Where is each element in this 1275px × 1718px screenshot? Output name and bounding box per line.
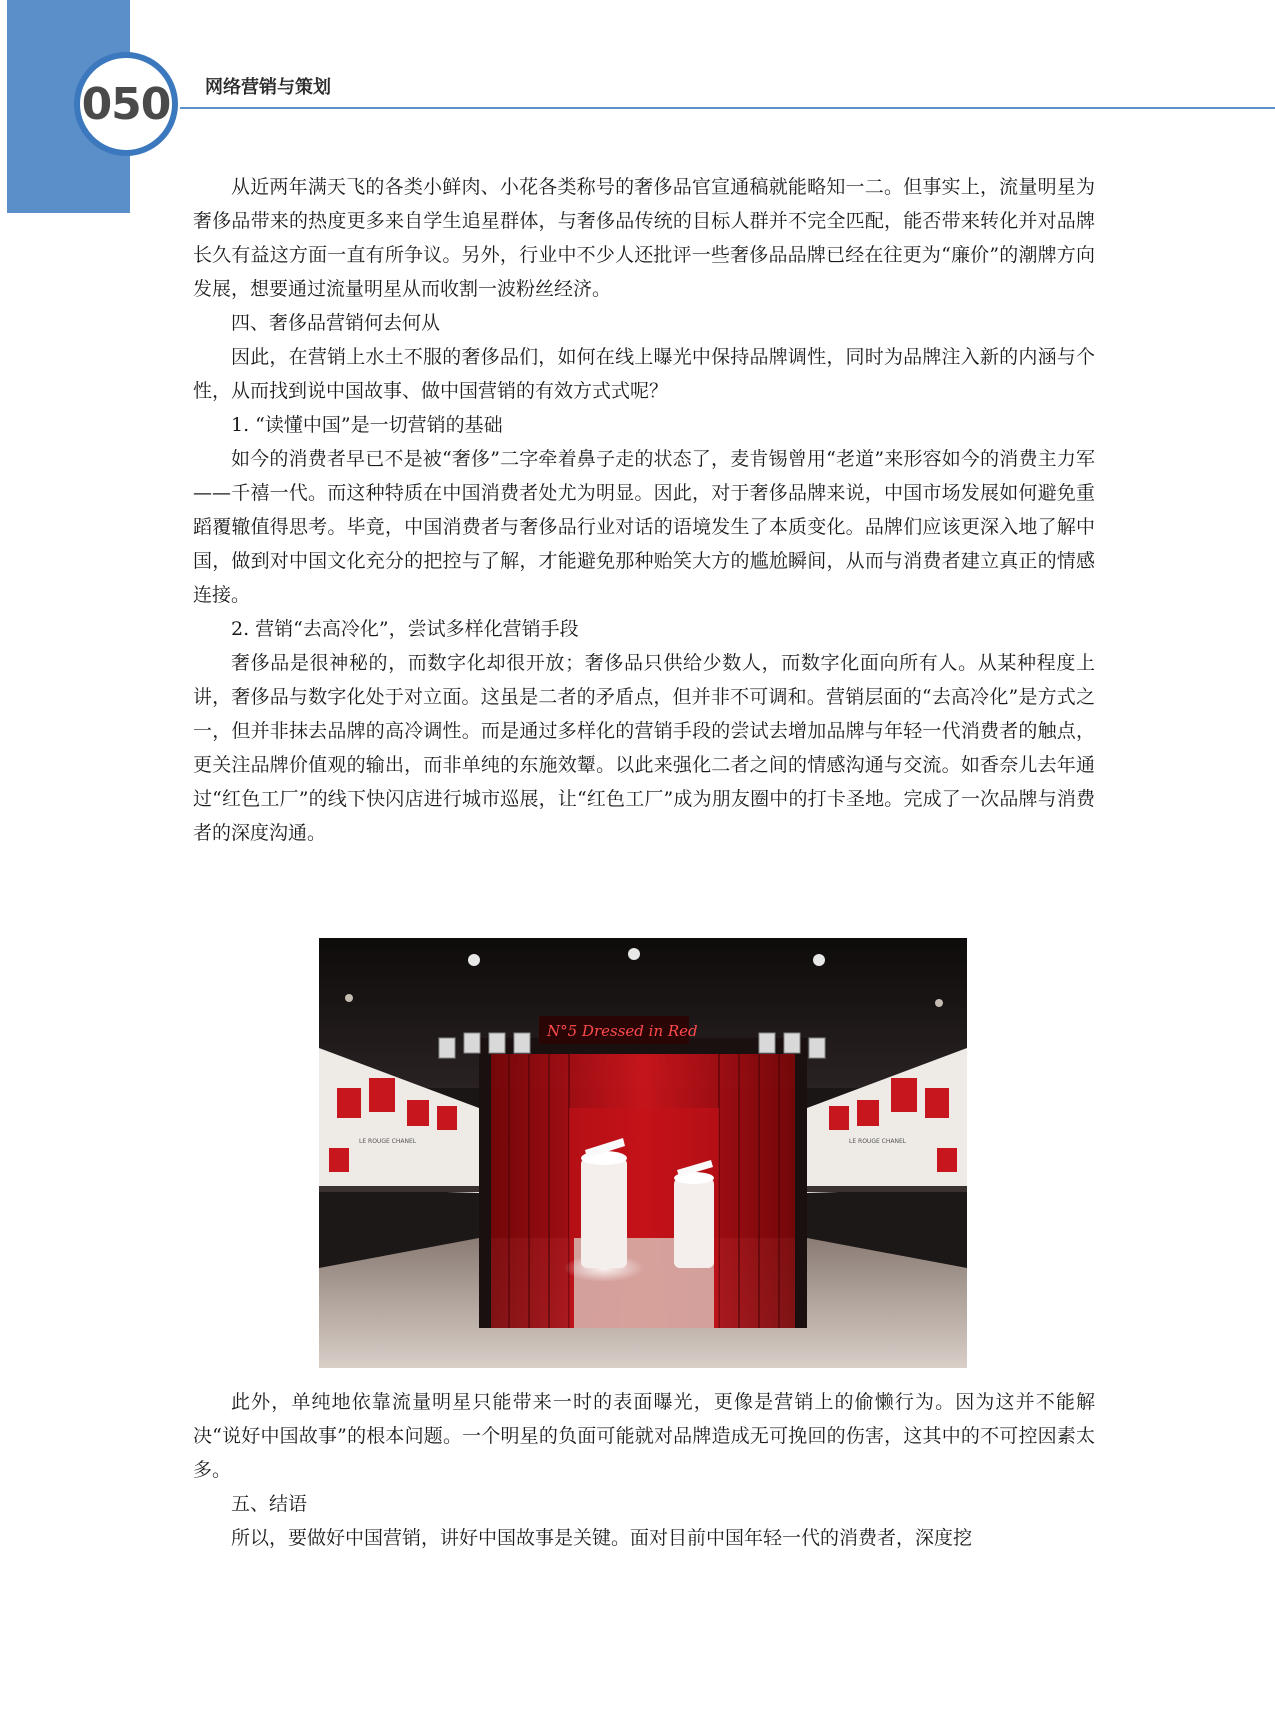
header-pixel <box>86 196 96 206</box>
subsection-heading: 2. 营销“去高冷化”，尝试多样化营销手段 <box>231 618 579 640</box>
top-text-block <box>193 170 1095 850</box>
header-pixel <box>100 176 114 190</box>
store-photo <box>319 938 967 1368</box>
page-number: 050 <box>81 78 171 130</box>
paragraph: 因此，在营销上水土不服的奢侈品们，如何在线上曝光中保持品牌调性，同时为品牌注入新的内涵与个性，从而找到说中国故事、做中国营销的有效方式式呢？ <box>193 346 1095 402</box>
page-number-badge <box>74 52 178 156</box>
subsection-heading: 1. “读懂中国”是一切营销的基础 <box>231 414 503 436</box>
bottom-text-block <box>193 1385 1095 1555</box>
header-pixel <box>114 162 124 172</box>
book-title: 网络营销与策划 <box>205 77 331 98</box>
store-illustration <box>319 938 967 1368</box>
paragraph: 从近两年满天飞的各类小鲜肉、小花各类称号的奢侈品官宣通稿就能略知一二。但事实上，流量明星为奢侈品带来的热度更多来自学生追星群体，与奢侈品传统的目标人群并不完全匹配，能否带来转化并对品牌长久有益这方面一直有所争议。另外，行业中不少人还批评一些奢侈品品牌已经在往更为“廉价”的潮牌方向发展，想要通过流量明星从而收割一波粉丝经济。 <box>193 176 1095 300</box>
wall-label-left: LE ROUGE CHANEL <box>359 1138 417 1145</box>
neon-sign: N°5 Dressed in Red <box>547 1022 698 1040</box>
paragraph: 此外，单纯地依靠流量明星只能带来一时的表面曝光，更像是营销上的偷懒行为。因为这并不能解决“说好中国故事”的根本问题。一个明星的负面可能就对品牌造成无可挽回的伤害，这其中的不可控因素太多。 <box>193 1391 1095 1481</box>
paragraph: 如今的消费者早已不是被“奢侈”二字牵着鼻子走的状态了，麦肯锡曾用“老道”来形容如今的消费主力军——千禧一代。而这种特质在中国消费者处尤为明显。因此，对于奢侈品牌来说，中国市场发展如何避免重蹈覆辙值得思考。毕竟，中国消费者与奢侈品行业对话的语境发生了本质变化。品牌们应该更深入地了解中国，做到对中国文化充分的把控与了解，才能避免那种贻笑大方的尴尬瞬间，从而与消费者建立真正的情感连接。 <box>193 448 1095 606</box>
paragraph: 所以，要做好中国营销，讲好中国故事是关键。面对目前中国年轻一代的消费者，深度挖 <box>231 1527 973 1549</box>
section-heading: 五、结语 <box>231 1493 308 1515</box>
section-heading: 四、奢侈品营销何去何从 <box>231 312 441 334</box>
wall-label-right: LE ROUGE CHANEL <box>849 1138 907 1145</box>
header-rule <box>180 107 1275 109</box>
paragraph: 奢侈品是很神秘的，而数字化却很开放；奢侈品只供给少数人，而数字化面向所有人。从某种程度上讲，奢侈品与数字化处于对立面。这虽是二者的矛盾点，但并非不可调和。营销层面的“去高冷化”是方式之一，但并非抹去品牌的高冷调性。而是通过多样化的营销手段的尝试去增加品牌与年轻一代消费者的触点，更关注品牌价值观的输出，而非单纯的东施效颦。以此来强化二者之间的情感沟通与交流。如香奈儿去年通过“红色工厂”的线下快闪店进行城市巡展，让“红色工厂”成为朋友圈中的打卡圣地。完成了一次品牌与消费者的深度沟通。 <box>193 652 1095 844</box>
